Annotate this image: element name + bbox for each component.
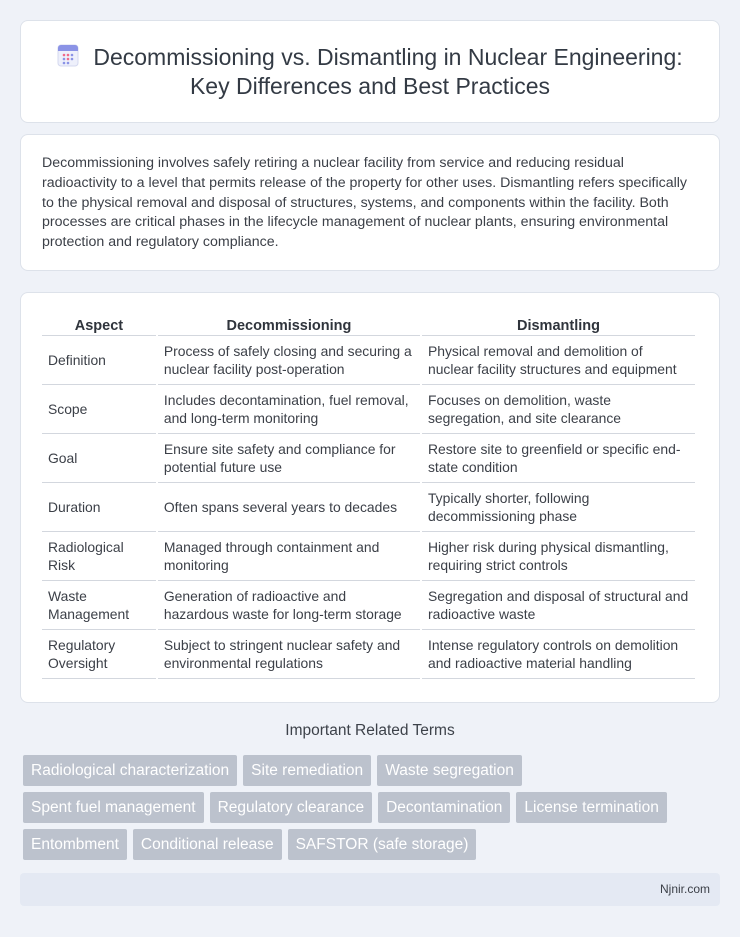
related-terms-heading: Important Related Terms <box>285 722 455 739</box>
tag-row <box>23 829 723 860</box>
aspect-cell: Goal <box>42 434 156 483</box>
aspect-cell: Regulatory Oversight <box>42 630 156 679</box>
column-header-aspect: Aspect <box>42 314 156 336</box>
tag-waste-segregation[interactable]: Waste segregation <box>377 755 522 786</box>
decommissioning-cell: Ensure site safety and compliance for potential future use <box>158 434 420 483</box>
table-row <box>42 483 695 532</box>
aspect-cell: Scope <box>42 385 156 434</box>
table-row <box>42 385 695 434</box>
dismantling-cell: Physical removal and demolition of nuclear facility structures and equipment <box>422 336 695 385</box>
title-card <box>20 20 720 123</box>
dismantling-cell: Higher risk during physical dismantling, requiring strict controls <box>422 532 695 581</box>
table-header-row <box>42 314 695 336</box>
tag-site-remediation[interactable]: Site remediation <box>243 755 371 786</box>
table-row <box>42 532 695 581</box>
tag-entombment[interactable]: Entombment <box>23 829 127 860</box>
tag-row <box>23 755 723 786</box>
decommissioning-cell: Includes decontamination, fuel removal, and long-term monitoring <box>158 385 420 434</box>
tag-radiological-characterization[interactable]: Radiological characterization <box>23 755 237 786</box>
decommissioning-cell: Process of safely closing and securing a nuclear facility post-operation <box>158 336 420 385</box>
aspect-cell: Waste Management <box>42 581 156 630</box>
table-row <box>42 630 695 679</box>
title-wrap <box>21 43 719 101</box>
table-row <box>42 581 695 630</box>
dismantling-cell: Intense regulatory controls on demolition and radioactive material handling <box>422 630 695 679</box>
footer <box>20 873 720 906</box>
intro-paragraph: Decommissioning involves safely retiring a nuclear facility from service and reducing residual radioactivity to a level that permits release of the property for other uses. Dismantling refers specifically to the physical removal and disposal of structures, systems, and components within the facility. Both processes are critical phases in the lifecycle management of nuclear plants, ensuring environmental protection and regulatory compliance. <box>42 155 688 251</box>
decommissioning-cell: Generation of radioactive and hazardous waste for long-term storage <box>158 581 420 630</box>
tag-safstor[interactable]: SAFSTOR (safe storage) <box>288 829 477 860</box>
tag-spent-fuel-management[interactable]: Spent fuel management <box>23 792 204 823</box>
decommissioning-cell: Often spans several years to decades <box>158 483 420 532</box>
page-title-text: Decommissioning vs. Dismantling in Nuclear Engineering: Key Differences and Best Practices <box>93 43 683 99</box>
intro-card <box>20 134 720 271</box>
page-title <box>51 43 689 101</box>
table-row <box>42 336 695 385</box>
decommissioning-cell: Managed through containment and monitoring <box>158 532 420 581</box>
tag-regulatory-clearance[interactable]: Regulatory clearance <box>210 792 372 823</box>
calendar-icon <box>57 43 79 67</box>
related-terms-tags <box>23 755 723 866</box>
column-header-dismantling: Dismantling <box>422 314 695 336</box>
dismantling-cell: Focuses on demolition, waste segregation, and site clearance <box>422 385 695 434</box>
dismantling-cell: Typically shorter, following decommissioning phase <box>422 483 695 532</box>
tag-conditional-release[interactable]: Conditional release <box>133 829 282 860</box>
aspect-cell: Duration <box>42 483 156 532</box>
comparison-table <box>40 314 697 679</box>
tag-row <box>23 792 723 823</box>
tag-decontamination[interactable]: Decontamination <box>378 792 510 823</box>
dismantling-cell: Segregation and disposal of structural and radioactive waste <box>422 581 695 630</box>
aspect-cell: Radiological Risk <box>42 532 156 581</box>
table-row <box>42 434 695 483</box>
decommissioning-cell: Subject to stringent nuclear safety and environmental regulations <box>158 630 420 679</box>
tag-license-termination[interactable]: License termination <box>516 792 666 823</box>
comparison-card <box>20 292 720 703</box>
dismantling-cell: Restore site to greenfield or specific end-state condition <box>422 434 695 483</box>
aspect-cell: Definition <box>42 336 156 385</box>
footer-brand-link[interactable]: Njnir.com <box>659 882 710 896</box>
column-header-decommissioning: Decommissioning <box>158 314 420 336</box>
